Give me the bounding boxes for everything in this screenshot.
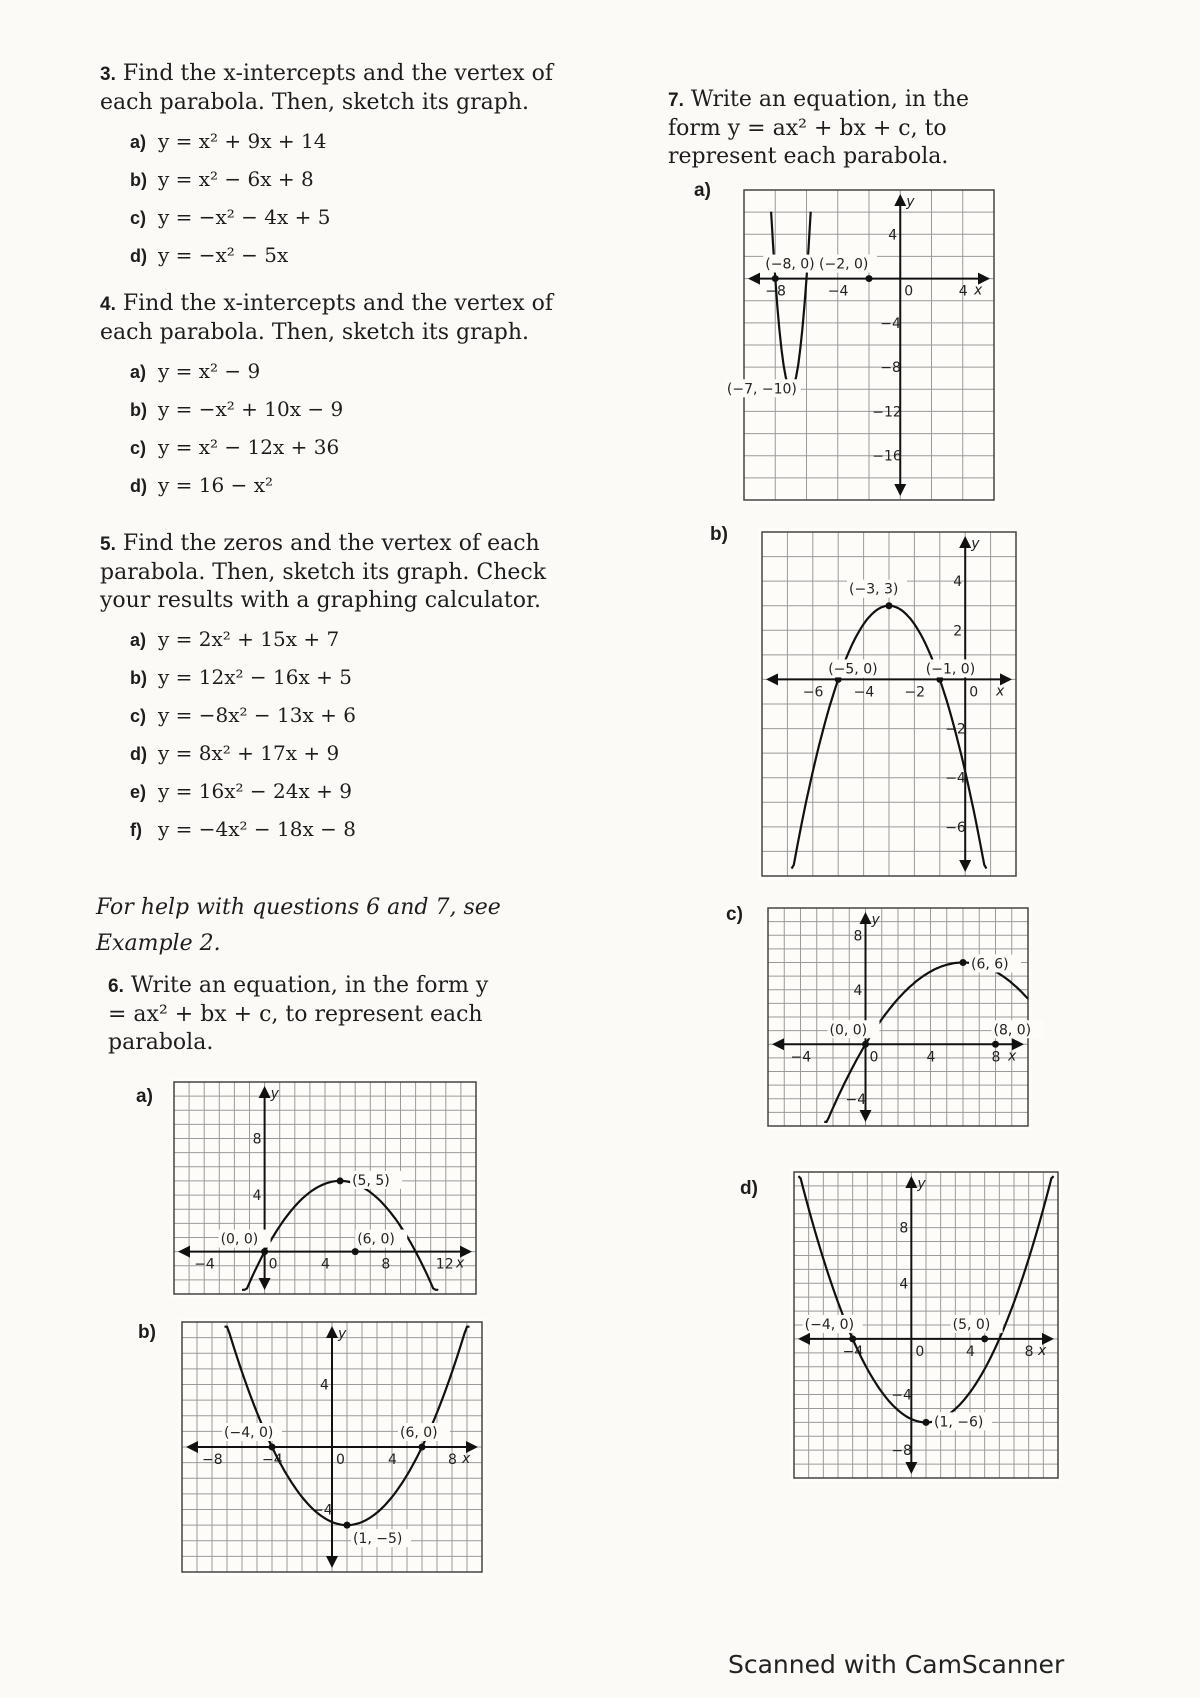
y-tick-label: −4 [945,770,966,787]
graph-7c [764,904,1032,1130]
x-axis-arrow [772,1038,784,1050]
data-point [419,1444,426,1451]
y-axis-arrow [860,1110,872,1122]
question-number: 7. [668,90,684,111]
data-point [337,1177,344,1184]
y-axis-label: y [270,1086,279,1102]
data-point [772,275,779,282]
point-label: (5, 0) [952,1316,991,1333]
data-point [992,1041,999,1048]
graph-7b [758,528,1020,880]
x-tick-label: 4 [926,1049,936,1066]
x-tick-label: 0 [336,1452,345,1468]
help-text: For help with questions 6 and 7, see Example 2. [96,895,501,956]
y-axis-arrow [860,912,872,924]
y-axis-label: y [906,194,915,210]
x-axis-label: x [1038,1342,1047,1359]
y-tick-label: −8 [880,360,901,377]
x-tick-label: −4 [842,1343,864,1360]
point-label: (6, 0) [357,1231,395,1248]
x-axis-arrow [798,1333,810,1345]
y-tick-label: −6 [945,819,966,836]
y-tick-label: 8 [899,1220,909,1237]
point-label: (−2, 0) [819,256,869,273]
data-point [866,275,873,282]
x-tick-label: 8 [1024,1343,1034,1360]
list-item: a) y = 2x² + 15x + 7 [130,627,340,651]
graph-7d [790,1168,1062,1482]
y-axis-arrow [905,1176,917,1188]
y-tick-label: −4 [880,315,901,332]
y-axis-arrow [959,536,971,548]
y-tick-label: 4 [888,227,898,244]
y-tick-label: −16 [872,448,902,465]
list-item: d) y = 16 − x² [130,473,273,497]
question-text: Find the zeros and the vertex of each parabola. Then, sketch its graph. Check your results with a graphing calculator. [100,531,547,613]
question-5 [100,530,580,849]
y-tick-label: −12 [872,404,902,421]
question-4 [100,290,560,505]
question-text: Find the x-intercepts and the vertex of each parabola. Then, sketch its graph. [100,291,554,345]
y-tick-label: −4 [312,1502,333,1519]
y-axis-label: y [338,1326,347,1342]
x-axis-arrow [748,273,760,285]
point-label: (−7, −10) [726,381,797,398]
list-item: c) y = x² − 12x + 36 [130,435,340,459]
x-tick-label: 0 [915,1343,925,1360]
point-label: (−5, 0) [828,661,878,678]
y-axis-arrow [326,1326,338,1338]
x-tick-label: 8 [448,1452,457,1468]
question-number: 3. [100,64,116,85]
y-axis-arrow [959,860,971,872]
point-label: (8, 0) [993,1022,1032,1039]
data-point [923,1419,930,1426]
list-item: b) y = x² − 6x + 8 [130,167,314,191]
x-axis-arrow [766,673,778,685]
x-axis-label: x [974,282,983,299]
point-label: (5, 5) [352,1172,390,1189]
question-text: Write an equation, in the form y = ax² + bx + c, to represent each parabola. [108,973,489,1055]
list-item: d) y = −x² − 5x [130,243,289,267]
x-tick-label: 4 [966,1343,975,1360]
y-axis-arrow [326,1556,338,1568]
graph-6b [178,1318,486,1576]
list-item: b) y = 12x² − 16x + 5 [130,665,352,689]
point-label: (1, −6) [934,1414,984,1431]
x-axis-label: x [456,1255,465,1272]
x-tick-label: 8 [381,1256,391,1273]
x-tick-label: 4 [958,283,968,300]
y-tick-label: 4 [252,1188,262,1205]
y-axis-label: y [871,912,880,928]
graph-label-7a: a) [694,180,711,201]
y-tick-label: −8 [891,1443,912,1460]
x-axis-label: x [462,1451,471,1467]
graph-label-6b: b) [138,1322,156,1343]
y-tick-label: −2 [945,721,966,738]
y-tick-label: −4 [845,1091,867,1108]
graph-label-6a: a) [136,1086,153,1107]
graph-label-7d: d) [740,1178,758,1199]
y-tick-label: 8 [252,1131,262,1148]
list-item: e) y = 16x² − 24x + 9 [130,779,352,803]
y-axis-arrow [894,194,906,206]
data-point [981,1335,988,1342]
point-label: (0, 0) [829,1022,868,1039]
list-item: f) y = −4x² − 18x − 8 [130,817,356,841]
question-3 [100,60,560,275]
list-item: c) y = −8x² − 13x + 6 [130,703,356,727]
graph-7a [726,186,998,504]
question-6 [108,972,508,1057]
y-axis-arrow [259,1278,271,1290]
data-point [960,959,967,966]
question-text: Write an equation, in the form y = ax² + bx + c, to represent each parabola. [668,87,970,169]
x-tick-label: 0 [969,684,979,701]
equation-list [130,123,560,275]
data-point [352,1248,359,1255]
point-label: (−4, 0) [224,1425,274,1441]
y-axis-arrow [259,1086,271,1098]
help-note [96,890,516,962]
list-item: d) y = 8x² + 17x + 9 [130,741,340,765]
x-tick-label: −4 [194,1256,215,1273]
x-axis-arrow [186,1441,198,1453]
x-tick-label: 0 [268,1256,278,1273]
list-item: c) y = −x² − 4x + 5 [130,205,331,229]
point-label: (6, 0) [400,1425,438,1441]
x-tick-label: −4 [827,283,849,300]
x-tick-label: −4 [853,684,875,701]
footer-watermark: Scanned with CamScanner [728,1650,1065,1679]
question-number: 5. [100,534,116,555]
point-label: (−1, 0) [925,661,976,678]
x-tick-label: −4 [790,1049,812,1066]
x-tick-label: −2 [904,684,926,701]
list-item: a) y = x² + 9x + 14 [130,129,327,153]
x-axis-arrow [178,1246,190,1258]
data-point [862,1041,869,1048]
data-point [849,1335,856,1342]
x-tick-label: 0 [869,1049,879,1066]
point-label: (6, 6) [971,956,1009,973]
list-item: b) y = −x² + 10x − 9 [130,397,344,421]
data-point [344,1522,351,1529]
y-tick-label: 4 [853,982,863,999]
point-label: (−8, 0) [765,256,815,273]
y-tick-label: 4 [899,1276,909,1293]
y-tick-label: 2 [953,623,963,640]
y-tick-label: 4 [953,574,963,591]
data-point [886,602,893,609]
y-axis-arrow [905,1462,917,1474]
equation-list [130,353,560,505]
question-number: 6. [108,976,124,997]
question-7 [668,86,1028,171]
x-tick-label: −6 [802,684,824,701]
y-tick-label: 8 [853,928,863,945]
y-axis-arrow [894,484,906,496]
x-axis-label: x [1008,1048,1017,1065]
y-axis-label: y [971,536,980,552]
x-tick-label: 8 [991,1049,1001,1066]
question-number: 4. [100,294,116,315]
x-tick-label: 12 [435,1256,454,1273]
x-tick-label: 4 [388,1452,397,1468]
x-axis-label: x [996,683,1005,700]
graph-label-7c: c) [726,904,743,925]
x-tick-label: 0 [904,283,914,300]
point-label: (0, 0) [220,1231,259,1248]
x-tick-label: −8 [202,1452,223,1468]
equation-list [130,621,580,849]
point-label: (1, −5) [353,1531,403,1548]
data-point [261,1248,268,1255]
x-tick-label: −4 [262,1452,283,1468]
point-label: (−4, 0) [804,1316,855,1333]
y-tick-label: 4 [320,1377,329,1394]
y-tick-label: −4 [891,1387,912,1404]
x-tick-label: 4 [321,1256,330,1273]
question-text: Find the x-intercepts and the vertex of each parabola. Then, sketch its graph. [100,61,554,115]
graph-6a [170,1078,480,1298]
data-point [269,1444,276,1451]
x-tick-label: −8 [765,283,786,300]
y-axis-label: y [917,1176,926,1192]
list-item: a) y = x² − 9 [130,359,261,383]
point-label: (−3, 3) [849,581,899,598]
graph-label-7b: b) [710,524,728,545]
